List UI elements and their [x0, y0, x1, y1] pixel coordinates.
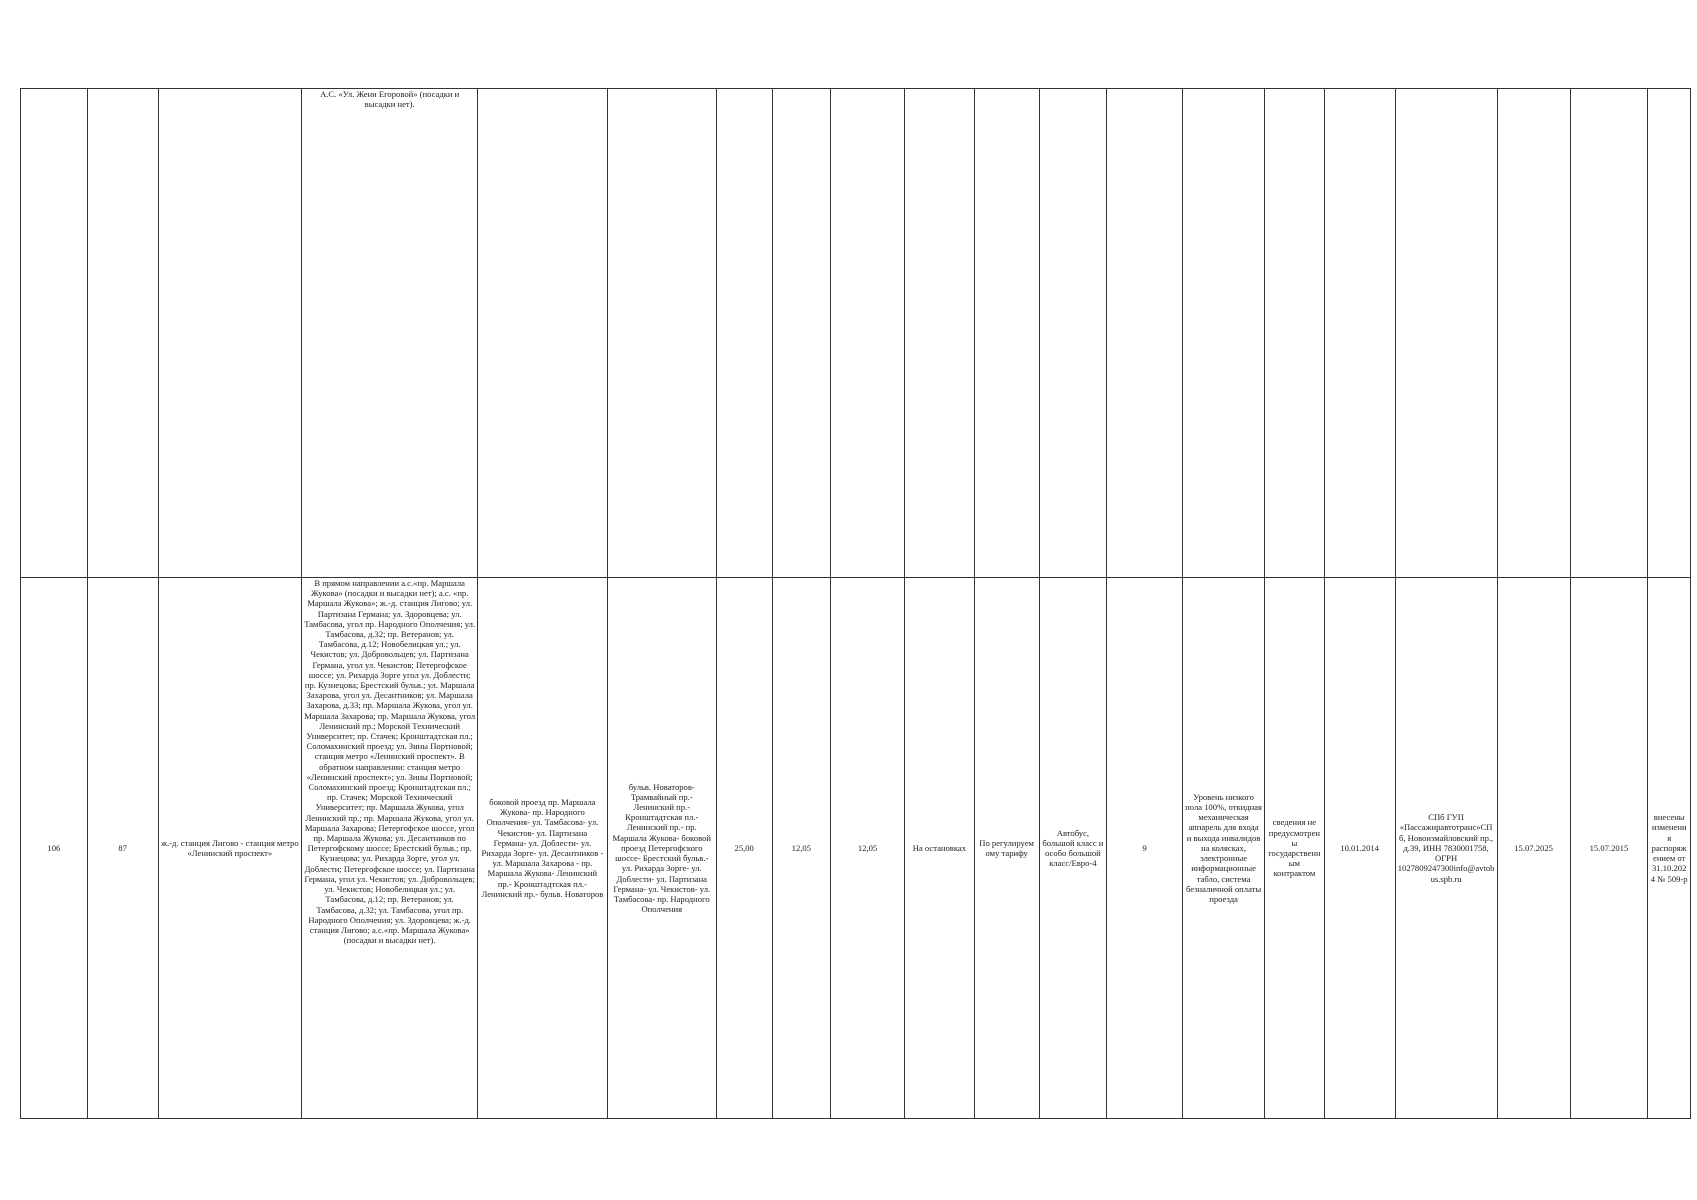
date-2-cell — [1570, 578, 1648, 1119]
cell-empty — [904, 89, 974, 578]
cell-empty — [21, 89, 88, 578]
registry-number: 106 — [47, 842, 61, 853]
length-b: 12,05 — [857, 842, 878, 853]
route-name-cell — [158, 578, 302, 1119]
start-date-cell — [1324, 578, 1395, 1119]
route-number-cell — [87, 578, 158, 1119]
cell-empty — [1039, 89, 1107, 578]
route-registry-table — [20, 88, 1691, 1119]
boarding-procedure-cell — [904, 578, 974, 1119]
registry-number-cell — [21, 578, 88, 1119]
stops-tail-text: А.С. «Ул. Жени Егоровой» (посадки и высадки нет). — [320, 89, 460, 110]
cell-empty — [478, 89, 607, 578]
date-1-cell — [1497, 578, 1570, 1119]
cell-empty — [1324, 89, 1395, 578]
table-row-continuation — [21, 89, 1691, 578]
stops-cell — [302, 578, 478, 1119]
carrier-cell — [1395, 578, 1497, 1119]
cell-empty — [1183, 89, 1265, 578]
notes: внесены изменения распоряжением от 31.10.2024 № 509-р — [1650, 812, 1688, 884]
vehicle-characteristics: Уровень низкого пола 100%, откидная механическая аппарель для входа и выхода инвалидов на колясках, электронные информационные табло, система безналичной оплаты проезда — [1185, 791, 1262, 904]
vehicle-characteristics-cell — [1183, 578, 1265, 1119]
cell-empty — [1648, 89, 1691, 578]
length-b-cell — [831, 578, 905, 1119]
boarding-procedure: На остановках — [912, 842, 967, 853]
cell-empty — [1265, 89, 1325, 578]
length-total: 25,00 — [734, 842, 754, 853]
cell-empty — [1570, 89, 1648, 578]
cell-empty — [716, 89, 772, 578]
table-row-106 — [21, 578, 1691, 1119]
cell-empty — [158, 89, 302, 578]
vehicle-class-cell — [1039, 578, 1107, 1119]
streets-forward: боковой проезд пр. Маршала Жукова- пр. Народного Ополчения- ул. Тамбасова- ул. Чекистов- ул. Партизана Германа- ул. Доблести- ул. Рихарда Зорге- ул. Десантников - ул. Маршала Захарова - пр. Маршала Жукова- Ленинский пр.- Кронштадтская пл.- Ленинский пр.- бульв. Новаторов — [481, 796, 604, 899]
stops-list: В прямом направлении а.с.«пр. Маршала Жукова» (посадки и высадки нет); а.с. «пр. Маршала Жукова»; ж.-д. станция Лигово; ул. Партизана Германа; ул. Здоровцева; ул. Тамбасова, угол пр. Народного Ополчения; ул. Тамбасова, д.32; пр. Ветеранов; ул. Тамбасова, д.12; Новобелицкая ул.; ул. Чекистов; ул. Добровольцев; ул. Партизана Германа, угол ул. Чекистов; Петергофское шоссе; ул. Рихарда Зорге угол ул. Доблести; пр. Кузнецова; Брестский бульв.; ул. Маршала Захарова, угол ул. Десантников; ул. Маршала Захарова, д.33; пр. Маршала Жукова, угол ул. Маршала Захарова; пр. Маршала Жукова, угол Ленинский пр.; Морской Технический Университет; пр. Стачек; Кронштадтская пл.; Соломахинский проезд; ул. Зины Портновой; станция метро «Ленинский проспект». В обратном направлении: станция метро «Ленинский проспект»; ул. Зины Портновой; Соломахинский проезд; Кронштадтская пл.; пр. Стачек; Морской Технический Университет; пр. Маршала Жукова, угол Ленинский пр.; пр. Маршала Жукова, угол ул. Маршала Захарова; Петергофское шоссе, угол пр. Маршала Жукова; ул. Десантников по Петергофскому шоссе; Брестский бульв.; пр. Кузнецова; ул. Рихарда Зорге, угол ул. Доблести; Петергофское шоссе; ул. Партизана Германа, угол ул. Чекистов; ул. Добровольцев; ул. Чекистов; Новобелицкая ул.; ул. Тамбасова, д.12; пр. Ветеранов; ул. Тамбасова, д.32; ул. Тамбасова, угол пр. Народного Ополчения; ул. Здоровцева; ж.-д. станция Лигово; а.с.«пр. Маршала Жукова» (посадки и высадки нет). — [304, 578, 476, 946]
streets-forward-cell — [478, 578, 607, 1119]
cell-empty — [607, 89, 716, 578]
length-a-cell — [772, 578, 831, 1119]
cell-empty — [1497, 89, 1570, 578]
contract-info: сведения не предусмотрены государственным контрактом — [1268, 817, 1321, 879]
length-total-cell — [716, 578, 772, 1119]
carrier-info: СПб ГУП «Пассажиравтотранс»СПб, Новоизмайловский пр., д.39, ИНН 7830001758, ОГРН 1027809247300info@avtobus.spb.ru — [1397, 812, 1495, 884]
cell-empty — [772, 89, 831, 578]
stops-continuation-cell — [302, 89, 478, 578]
start-date: 10.01.2014 — [1340, 842, 1379, 853]
date-2: 15.07.2015 — [1589, 842, 1629, 853]
route-name: ж.-д. станция Лигово - станция метро «Ленинский проспект» — [161, 837, 299, 858]
cell-empty — [974, 89, 1039, 578]
vehicle-count-cell — [1107, 578, 1183, 1119]
cell-empty — [1107, 89, 1183, 578]
cell-empty — [87, 89, 158, 578]
length-a: 12,05 — [791, 842, 811, 853]
tariff-type-cell — [974, 578, 1039, 1119]
vehicle-count: 9 — [1142, 842, 1147, 853]
tariff-type: По регулируем ому тарифу — [979, 837, 1034, 858]
vehicle-class: Автобус, большой класс и особо большой класс/Евро-4 — [1042, 827, 1104, 869]
streets-backward-cell — [607, 578, 716, 1119]
cell-empty — [1395, 89, 1497, 578]
notes-cell — [1648, 578, 1691, 1119]
route-number: 87 — [118, 842, 127, 853]
streets-backward: бульв. Новаторов- Трамвайный пр.- Ленинский пр.- Кронштадтская пл.- Ленинский пр.- пр. Маршала Жукова- боковой проезд Петергофского шоссе- Брестский бульв.- ул. Рихарда Зорге- ул. Доблести- ул. Партизана Германа- ул. Чекистов- ул. Тамбасова- пр. Народного Ополчения — [612, 781, 711, 915]
contract-info-cell — [1265, 578, 1325, 1119]
date-1: 15.07.2025 — [1514, 842, 1553, 853]
cell-empty — [831, 89, 905, 578]
